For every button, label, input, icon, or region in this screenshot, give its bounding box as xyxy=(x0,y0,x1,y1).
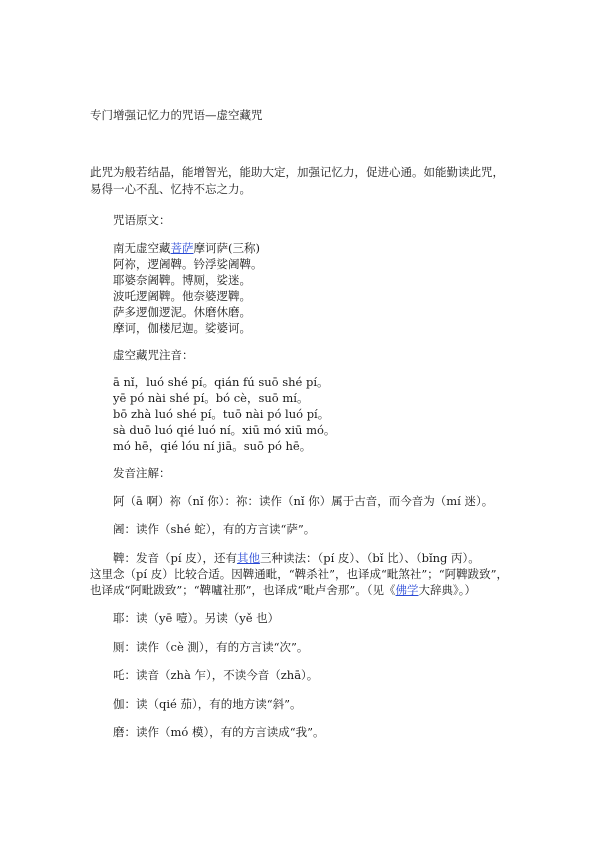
buddhism-link[interactable]: 佛学 xyxy=(395,583,419,597)
notes-heading: 发音注解： xyxy=(113,466,171,480)
other-link[interactable]: 其他 xyxy=(236,551,260,565)
original-heading: 咒语原文： xyxy=(113,213,171,227)
pinyin-line-4: sà duō luó qié luó ní。xiū mó xiū mó。 xyxy=(113,423,336,437)
note-she: 阇：读作（shé 蛇），有的方言读“萨”。 xyxy=(113,522,316,536)
document-title: 专门增强记忆力的咒语—虚空藏咒 xyxy=(90,108,263,122)
note-pi-line-3 xyxy=(90,582,476,598)
mantra-line-1-b: 摩诃萨(三称) xyxy=(193,241,260,255)
note-pi-3a: 也译成“阿毗跋致”；“鞞嚧社那”，也译成“毗卢舍那”。（见《 xyxy=(90,583,396,597)
note-ye: 耶：读（yē 噎）。另读（yě 也） xyxy=(113,611,280,625)
note-zha: 吒：读音（zhà 乍），不读今音（zhā）。 xyxy=(113,668,319,682)
note-pi-1a: 鞞：发音（pí 皮），还有 xyxy=(113,551,237,565)
intro-line-1: 此咒为般若结晶，能增智光，能助大定，加强记忆力，促进心通。如能勤读此咒， xyxy=(90,165,504,179)
note-pi-3b: 大辞典》。） xyxy=(418,583,477,597)
pinyin-line-3: bō zhà luó shé pí。tuō nài pó luó pí。 xyxy=(113,407,330,421)
pinyin-line-2: yē pó nài shé pí。bó cè，suō mí。 xyxy=(113,391,309,405)
mantra-line-1 xyxy=(113,240,260,256)
mantra-line-1-a: 南无虚空藏 xyxy=(113,241,171,255)
note-ce: 厕：读作（cè 測），有的方言读“次”。 xyxy=(113,640,309,654)
intro-line-2: 易得一心不乱、忆持不忘之力。 xyxy=(90,182,251,196)
note-a: 阿（ā 啊）祢（nǐ 你）：祢：读作（nǐ 你）属于古音，而今音为（mí 迷）。 xyxy=(113,494,494,508)
bodhisattva-link[interactable]: 菩萨 xyxy=(170,241,194,255)
note-mo: 磨：读作（mó 模），有的方言读成“我”。 xyxy=(113,725,325,739)
mantra-line-2: 阿祢，逻阇鞞。钤浮娑阇鞞。 xyxy=(113,257,263,271)
note-pi-line-2: 这里念（pí 皮）比较合适。因鞞通毗，“鞞杀社”，也译成“毗煞社”；“阿鞞跋致”， xyxy=(90,567,508,581)
pinyin-line-1: ā nǐ，luó shé pí。qián fú suō shé pí。 xyxy=(113,375,329,389)
note-pi-1b: 三种读法：（pí 皮）、（bǐ 比）、（bǐng 丙）。 xyxy=(259,551,480,565)
note-qie: 伽：读（qié 茄），有的地方读“斜”。 xyxy=(113,697,302,711)
mantra-line-5: 萨多逻伽逻泥。休磨休磨。 xyxy=(113,305,251,319)
mantra-line-6: 摩诃，伽楼尼迦。娑婆诃。 xyxy=(113,321,251,335)
mantra-line-4: 波吒逻阇鞞。他奈婆逻鞞。 xyxy=(113,289,251,303)
mantra-line-3: 耶婆奈阇鞞。博厕，娑迷。 xyxy=(113,273,251,287)
pinyin-line-5: mó hē，qié lóu ní jiā。suō pó hē。 xyxy=(113,439,312,453)
note-pi-line-1 xyxy=(113,550,480,566)
pinyin-heading: 虚空藏咒注音： xyxy=(113,348,194,362)
